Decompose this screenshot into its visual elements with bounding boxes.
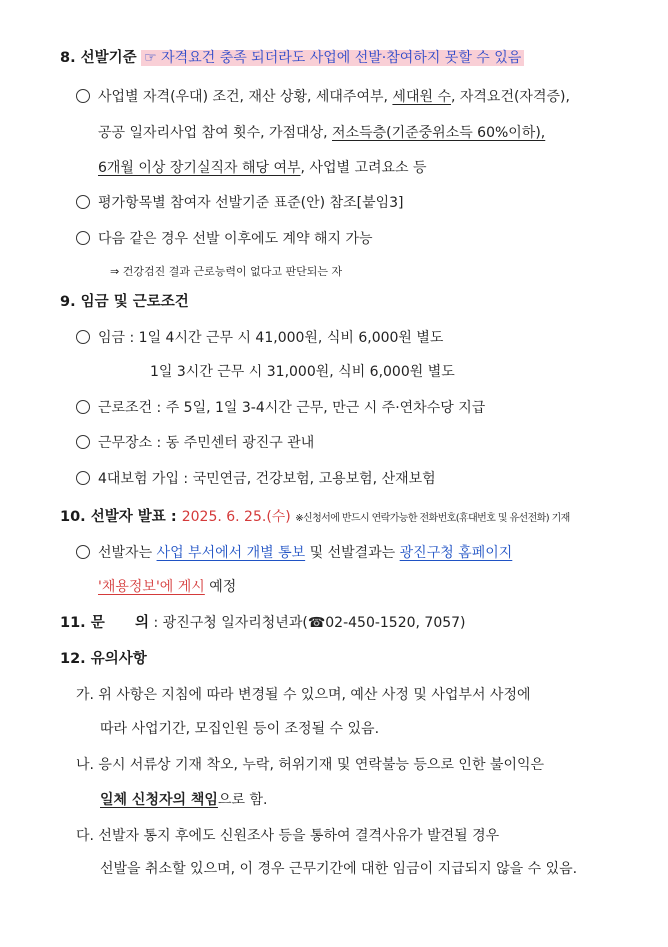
circle-bullet-icon bbox=[76, 545, 90, 559]
circle-bullet-icon bbox=[76, 471, 90, 485]
section-8-warning: ☞ 자격요건 충족 되더라도 사업에 선발·참여하지 못할 수 있음 bbox=[141, 50, 524, 66]
s8-bullet-3: 다음 같은 경우 선발 이후에도 계약 해지 가능 bbox=[76, 229, 373, 249]
section-9-title: 9. 임금 및 근로조건 bbox=[60, 294, 189, 310]
notice-method-link: 사업 부서에서 개별 통보 bbox=[156, 545, 306, 561]
s12-item-na-line-2: 일체 신청자의 책임으로 함. bbox=[100, 792, 268, 808]
circle-bullet-icon bbox=[76, 89, 90, 103]
circle-bullet-icon bbox=[76, 330, 90, 344]
underlined-term: 6개월 이상 장기실직자 해당 여부 bbox=[98, 160, 301, 176]
s9-wage-2: 1일 3시간 근무 시 31,000원, 식비 6,000원 별도 bbox=[150, 364, 455, 380]
section-12-title: 12. 유의사항 bbox=[60, 651, 147, 667]
s12-item-ga-line-1: 가. 위 사항은 지침에 따라 변경될 수 있으며, 예산 사정 및 사업부서 사정에 bbox=[76, 687, 531, 703]
s12-item-na-line-1: 나. 응시 서류상 기재 착오, 누락, 허위기재 및 연락불능 등으로 인한 불이익은 bbox=[76, 757, 545, 773]
section-10-title: 10. 선발자 발표 : bbox=[60, 509, 182, 525]
responsibility-emphasis: 일체 신청자의 책임 bbox=[100, 792, 218, 808]
contact-text: : 광진구청 일자리청년과(☎02-450-1520, 7057) bbox=[153, 615, 466, 631]
s8-bullet-1-line-1: 사업별 자격(우대) 조건, 재산 상황, 세대주여부, 세대원 수, 자격요건(자격증), bbox=[76, 87, 570, 107]
s12-item-da-line-1: 다. 선발자 통지 후에도 신원조사 등을 통하여 결격사유가 발견될 경우 bbox=[76, 828, 500, 844]
section-8-title: 8. 선발기준 bbox=[60, 50, 137, 66]
s12-item-ga-line-2: 따라 사업기간, 모집인원 등이 조정될 수 있음. bbox=[100, 721, 380, 737]
circle-bullet-icon bbox=[76, 195, 90, 209]
s8-sub-note: ⇒ 건강검진 결과 근로능력이 없다고 판단되는 자 bbox=[110, 265, 343, 278]
job-info-link: '채용정보'에 게시 bbox=[98, 579, 205, 595]
s10-bullet-line-2: '채용정보'에 게시 예정 bbox=[98, 579, 237, 595]
s8-bullet-1-line-3: 6개월 이상 장기실직자 해당 여부, 사업별 고려요소 등 bbox=[98, 160, 427, 176]
section-11-title: 11. 문 의 bbox=[60, 615, 150, 631]
s9-conditions: 근로조건 : 주 5일, 1일 3-4시간 근무, 만근 시 주·연차수당 지급 bbox=[76, 398, 485, 418]
underlined-term: 세대원 수 bbox=[392, 89, 451, 105]
underlined-term: 저소득층(기준중위소득 60%이하), bbox=[332, 125, 546, 141]
s10-bullet-line-1: 선발자는 사업 부서에서 개별 통보 및 선발결과는 광진구청 홈페이지 bbox=[76, 543, 512, 563]
section-10-heading bbox=[60, 507, 570, 529]
circle-bullet-icon bbox=[76, 435, 90, 449]
s12-item-da-line-2: 선발을 취소할 있으며, 이 경우 근무기간에 대한 임금이 지급되지 않을 수 있음. bbox=[100, 861, 578, 877]
circle-bullet-icon bbox=[76, 400, 90, 414]
circle-bullet-icon bbox=[76, 231, 90, 245]
announcement-date: 2025. 6. 25.(수) bbox=[181, 509, 291, 525]
s9-wage: 임금 : 1일 4시간 근무 시 41,000원, 식비 6,000원 별도 bbox=[76, 328, 443, 348]
s9-place: 근무장소 : 동 주민센터 광진구 관내 bbox=[76, 433, 314, 453]
s8-bullet-2: 평가항목별 참여자 선발기준 표준(안) 참조[붙임3] bbox=[76, 193, 404, 213]
s9-insurance: 4대보험 가입 : 국민연금, 건강보험, 고용보험, 산재보험 bbox=[76, 469, 436, 489]
contact-note: ※신청서에 반드시 연락가능한 전화번호(휴대번호 및 유선전화) 기재 bbox=[295, 513, 570, 524]
homepage-link: 광진구청 홈페이지 bbox=[399, 545, 513, 561]
section-8-heading bbox=[60, 48, 524, 68]
s8-bullet-1-line-2: 공공 일자리사업 참여 횟수, 가점대상, 저소득층(기준중위소득 60%이하), bbox=[98, 125, 546, 141]
section-11-heading bbox=[60, 613, 466, 633]
